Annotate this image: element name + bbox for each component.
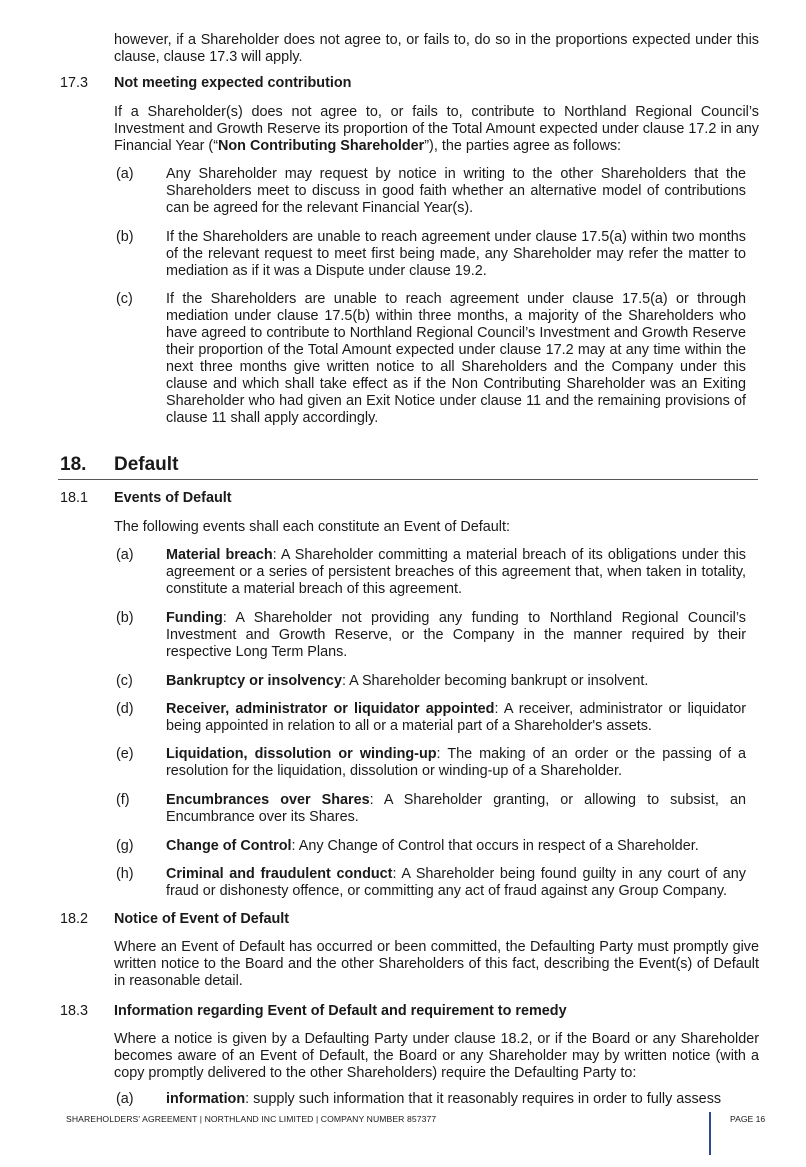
item-text [166,1091,746,1108]
page-number: PAGE 16 [730,1114,766,1124]
clause-18-3-number: 18.3 [60,1003,89,1019]
defined-term: Non Contributing Shareholder [218,138,425,154]
footer-accent-bar [709,1112,711,1155]
item-label: (f) [116,792,130,808]
item-label: (d) [116,701,134,717]
intro-paragraph: however, if a Shareholder does not agree to, or fails to, do so in the proportions expected under this clause, clause 17.3 will apply. [114,32,759,65]
item-label: (c) [116,673,133,689]
defined-term: information [166,1091,246,1107]
clause-17-3-lead-text-end: ”), the parties agree as follows: [424,138,622,154]
clause-18-3-heading: Information regarding Event of Default and requirement to remedy [114,1003,567,1019]
item-text [166,792,746,826]
defined-term: Encumbrances over Shares [166,792,370,808]
item-text [166,610,746,661]
defined-term: Funding [166,610,223,626]
clause-17-3-lead-text: If a Shareholder(s) does not agree to, or fails to, contribute to Northland Regional Council’s Investment and Growth Reserve its proportion of the Total Amount expected under clause 17.2 in any Financial Year (“ [114,104,759,154]
item-text [166,746,746,780]
item-label: (c) [116,291,133,307]
clause-18-1-lead: The following events shall each constitute an Event of Default: [114,519,510,535]
defined-term: Receiver, administrator or liquidator appointed [166,701,495,717]
item-label: (a) [116,1091,134,1107]
item-text: If the Shareholders are unable to reach agreement under clause 17.5(a) within two months of the relevant request to meet first being made, any Shareholder may refer the matter to mediation as if it was a Dispute under clause 19.2. [166,229,746,279]
item-label: (h) [116,866,134,882]
defined-term: Criminal and fraudulent conduct [166,866,393,882]
item-text [166,673,746,690]
defined-term: Bankruptcy or insolvency [166,673,342,689]
item-text [166,547,746,598]
item-description: : Any Change of Control that occurs in respect of a Shareholder. [291,838,699,854]
item-text [166,838,746,855]
item-text: If the Shareholders are unable to reach agreement under clause 17.5(a) or through mediation under clause 17.5(b) within three months, a majority of the Shareholders who have agreed to contribute to Northland Regional Council’s Investment and Growth Reserve their proportion of the Total Amount expected under clause 17.2 may at any time within the next three months give written notice to all Shareholders and the Company under this clause and which shall take effect as if the Non Contributing Shareholder was an Exiting Shareholder who had given an Exit Notice under clause 11 and the remaining provisions of clause 11 shall apply accordingly. [166,291,746,426]
clause-17-3-heading: Not meeting expected contribution [114,75,352,91]
clause-18-1-number: 18.1 [60,490,89,506]
clause-18-3-text: Where a notice is given by a Defaulting Party under clause 18.2, or if the Board or any Shareholder becomes aware of an Event of Default, the Board or any Shareholder may by written notice (with a copy promptly delivered to the other Shareholders) require the Defaulting Party to: [114,1031,759,1081]
clause-17-3-lead [114,104,759,155]
footer-document-title: SHAREHOLDERS' AGREEMENT | NORTHLAND INC LIMITED | COMPANY NUMBER 857377 [66,1114,437,1124]
item-label: (b) [116,229,134,245]
defined-term: Liquidation, dissolution or winding-up [166,746,437,762]
item-description: : A receiver, administrator or liquidator being appointed in relation to all or a material part of a Shareholder's assets. [166,701,746,734]
item-description: : A Shareholder becoming bankrupt or insolvent. [341,673,649,689]
defined-term: Change of Control [166,838,292,854]
defined-term: Material breach [166,547,273,563]
item-description: : The making of an order or the passing of a resolution for the liquidation, dissolution or winding-up of a Shareholder. [166,746,746,779]
item-description: : A Shareholder not providing any funding to Northland Regional Council’s Investment and Growth Reserve, or the Company in the manner required by their respective Long Term Plans. [166,610,746,660]
item-label: (a) [116,547,134,563]
item-label: (e) [116,746,134,762]
item-description: : A Shareholder being found guilty in any court of any fraud or dishonesty offence, or committing any act of fraud against any Group Company. [166,866,746,899]
item-description: : A Shareholder granting, or allowing to subsist, an Encumbrance over its Shares. [166,792,746,825]
clause-18-1-heading: Events of Default [114,490,232,506]
item-text: Any Shareholder may request by notice in writing to the other Shareholders that the Shareholders meet to discuss in good faith whether an alternative model of contributions can be agreed for the relevant Financial Year(s). [166,166,746,216]
item-description: : A Shareholder committing a material breach of its obligations under this agreement or a series of persistent breaches of this agreement that, when taken in totality, constitute a material breach of this agreement. [166,547,747,597]
section-number: 18. [60,454,87,475]
item-label: (b) [116,610,134,626]
item-label: (a) [116,166,134,182]
item-text [166,866,746,900]
item-text [166,701,746,735]
clause-17-3-number: 17.3 [60,75,89,91]
clause-18-2-heading: Notice of Event of Default [114,911,290,927]
clause-18-2-number: 18.2 [60,911,89,927]
item-label: (g) [116,838,134,854]
section-title: Default [114,454,179,475]
section-divider [58,479,758,480]
clause-18-2-text: Where an Event of Default has occurred or been committed, the Defaulting Party must promptly give written notice to the Board and the other Shareholders of this fact, describing the Event(s) of Default in reasonable detail. [114,939,759,989]
item-description: : supply such information that it reasonably requires in order to fully assess [245,1091,722,1107]
